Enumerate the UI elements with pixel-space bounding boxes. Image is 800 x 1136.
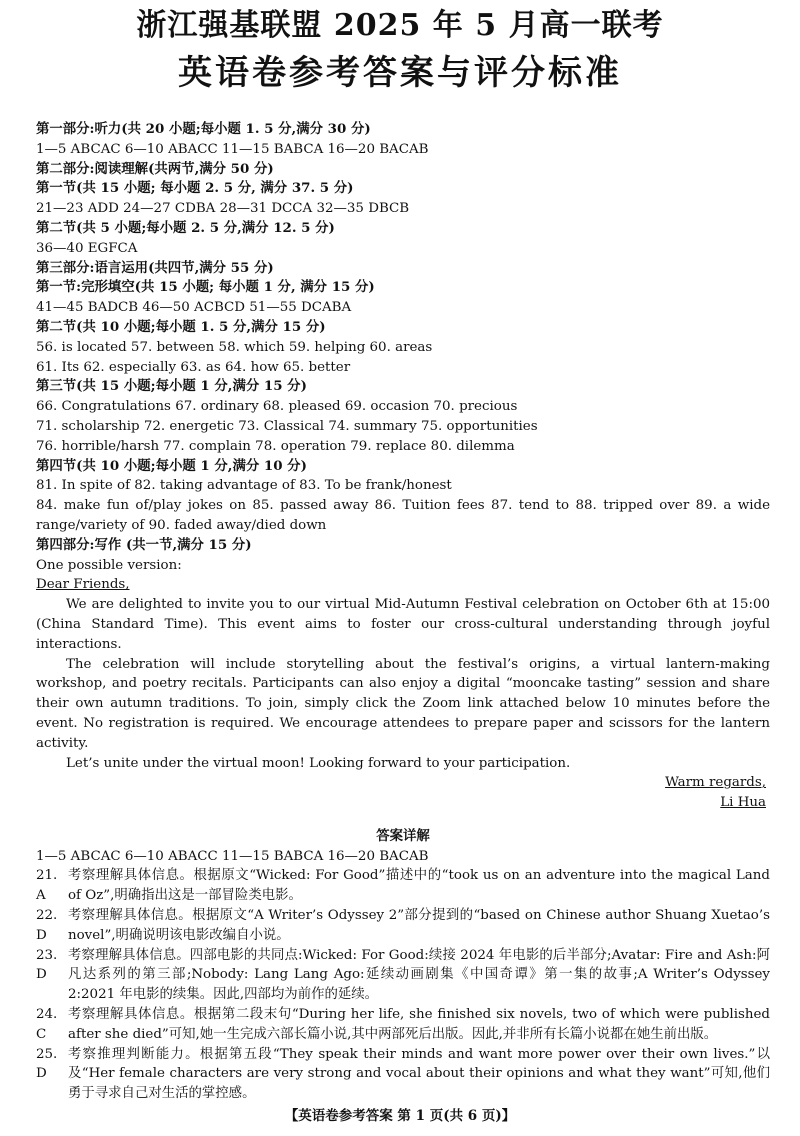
detail-item-text: 考察理解具体信息。四部电影的共同点:Wicked: For Good:续接 2024 年电影的后半部分;Avatar: Fire and Ash:阿凡达系列的第三部;Nobody: Lang Lang Ago:延续动画剧集《中国奇谭》第一集的故事;A Writer’s Odyssey 2:2021 年电影的续集。因此,四部均为前作的延续。 bbox=[68, 947, 770, 1003]
part3-section2-answers-1: 56. is located 57. between 58. which 59. helping 60. areas bbox=[36, 339, 433, 355]
detail-item-text: 考察理解具体信息。根据第二段末句“During her life, she finished six novels, two of which were published after she died”可知,她一生完成六部长篇小说,其中两部死后出版。因此,并非所有长篇小说都在她生前出版。 bbox=[68, 1007, 770, 1042]
part2-section1-heading: 第一节(共 15 小题; 每小题 2. 5 分, 满分 37. 5 分) bbox=[36, 180, 354, 197]
essay-signature: Li Hua bbox=[720, 795, 766, 811]
detail-item-number: 23. D bbox=[36, 947, 58, 983]
essay-closing: Warm regards, bbox=[665, 775, 766, 791]
part3-section3-heading: 第三节(共 15 小题;每小题 1 分,满分 15 分) bbox=[36, 378, 307, 395]
part2-section2-heading: 第二节(共 5 小题;每小题 2. 5 分,满分 12. 5 分) bbox=[36, 219, 335, 236]
detail-item-number: 22. D bbox=[36, 908, 58, 943]
part3-section2-heading: 第二节(共 10 小题;每小题 1. 5 分,满分 15 分) bbox=[36, 318, 326, 335]
part3-section1-heading: 第一节:完形填空(共 15 小题; 每小题 1 分, 满分 15 分) bbox=[36, 279, 375, 296]
detail-item bbox=[36, 1045, 770, 1104]
detail-item-number: 24. C bbox=[36, 1007, 58, 1042]
part1-heading: 第一部分:听力(共 20 小题;每小题 1. 5 分,满分 30 分) bbox=[36, 121, 371, 137]
essay-paragraph: The celebration will include storytelling about the festival’s origins, a virtual lantern-making workshop, and poetry recitals. Participants can also enjoy a digital “mooncake tasting” session and share their own autumn traditions. To join, simply click the Zoom link attached below 10 minutes before the event. No registration is required. We encourage attendees to prepare paper and scissors for the lantern activity. bbox=[36, 656, 770, 751]
part3-section4-heading: 第四节(共 10 小题;每小题 1 分,满分 10 分) bbox=[36, 457, 307, 474]
detail-item-text: 考察推理判断能力。根据第五段“They speak their minds and want more power over their own lives.”以及“Her female characters are very strong and vocal about their opinions and what they want”可知,他们勇于寻求自己对生活的掌控感。 bbox=[68, 1046, 770, 1102]
detail-item bbox=[36, 906, 770, 946]
detail-item bbox=[36, 946, 770, 1005]
detail-item bbox=[36, 866, 770, 906]
answer-content bbox=[36, 120, 770, 1104]
part2-section2-answers: 36—40 EGFCA bbox=[36, 240, 138, 256]
detail-item-text: 考察理解具体信息。根据原文“Wicked: For Good”描述中的“took us on an adventure into the magical Land of Oz”,明确指出这是一部冒险类电影。 bbox=[68, 868, 770, 904]
essay-paragraph: Let’s unite under the virtual moon! Looking forward to your participation. bbox=[66, 755, 571, 771]
part3-section1-answers: 41—45 BADCB 46—50 ACBCD 51—55 DCABA bbox=[36, 300, 352, 316]
part3-section2-answers-2: 61. Its 62. especially 63. as 64. how 65. better bbox=[36, 359, 351, 375]
part3-section3-answers-1: 66. Congratulations 67. ordinary 68. pleased 69. occasion 70. precious bbox=[36, 399, 518, 415]
exam-title: 浙江强基联盟 2025 年 5 月高一联考 bbox=[136, 8, 664, 43]
part3-section4-answers-2: 84. make fun of/play jokes on 85. passed away 86. Tuition fees 87. tend to 88. tripped over 89. a wide range/variety of 90. faded away/died down bbox=[36, 498, 770, 533]
essay-paragraph: We are delighted to invite you to our virtual Mid-Autumn Festival celebration on October 6th at 15:00 (China Standard Time). This event aims to foster our cross-cultural understanding through joyful interactions. bbox=[36, 597, 770, 652]
part3-section3-answers-3: 76. horrible/harsh 77. complain 78. operation 79. replace 80. dilemma bbox=[36, 438, 515, 454]
answer-key-title: 英语卷参考答案与评分标准 bbox=[178, 53, 622, 93]
part2-heading: 第二部分:阅读理解(共两节,满分 50 分) bbox=[36, 160, 274, 177]
essay-greeting: Dear Friends, bbox=[36, 577, 130, 593]
detail-item-text: 考察理解具体信息。根据原文“A Writer’s Odyssey 2”部分提到的“based on Chinese author Shuang Xuetao’s novel”,明确说明该电影改编自小说。 bbox=[68, 908, 770, 943]
detail-item-number: 25. D bbox=[36, 1046, 58, 1082]
essay-intro: One possible version: bbox=[36, 557, 182, 573]
part3-section3-answers-2: 71. scholarship 72. energetic 73. Classical 74. summary 75. opportunities bbox=[36, 418, 538, 434]
detail-item-number: 21. A bbox=[36, 868, 58, 904]
page-footer: 【英语卷参考答案 第 1 页(共 6 页)】 bbox=[284, 1108, 516, 1124]
details-heading: 答案详解 bbox=[376, 827, 430, 844]
part3-heading: 第三部分:语言运用(共四节,满分 55 分) bbox=[36, 259, 274, 276]
part1-answers: 1—5 ABCAC 6—10 ABACC 11—15 BABCA 16—20 BACAB bbox=[36, 141, 429, 157]
part4-heading: 第四部分:写作 (共一节,满分 15 分) bbox=[36, 536, 252, 553]
detail-item bbox=[36, 1005, 770, 1045]
details-listening-answers: 1—5 ABCAC 6—10 ABACC 11—15 BABCA 16—20 BACAB bbox=[36, 848, 429, 864]
part3-section4-answers-1: 81. In spite of 82. taking advantage of 83. To be frank/honest bbox=[36, 478, 452, 494]
part2-section1-answers: 21—23 ADD 24—27 CDBA 28—31 DCCA 32—35 DBCB bbox=[36, 201, 410, 217]
